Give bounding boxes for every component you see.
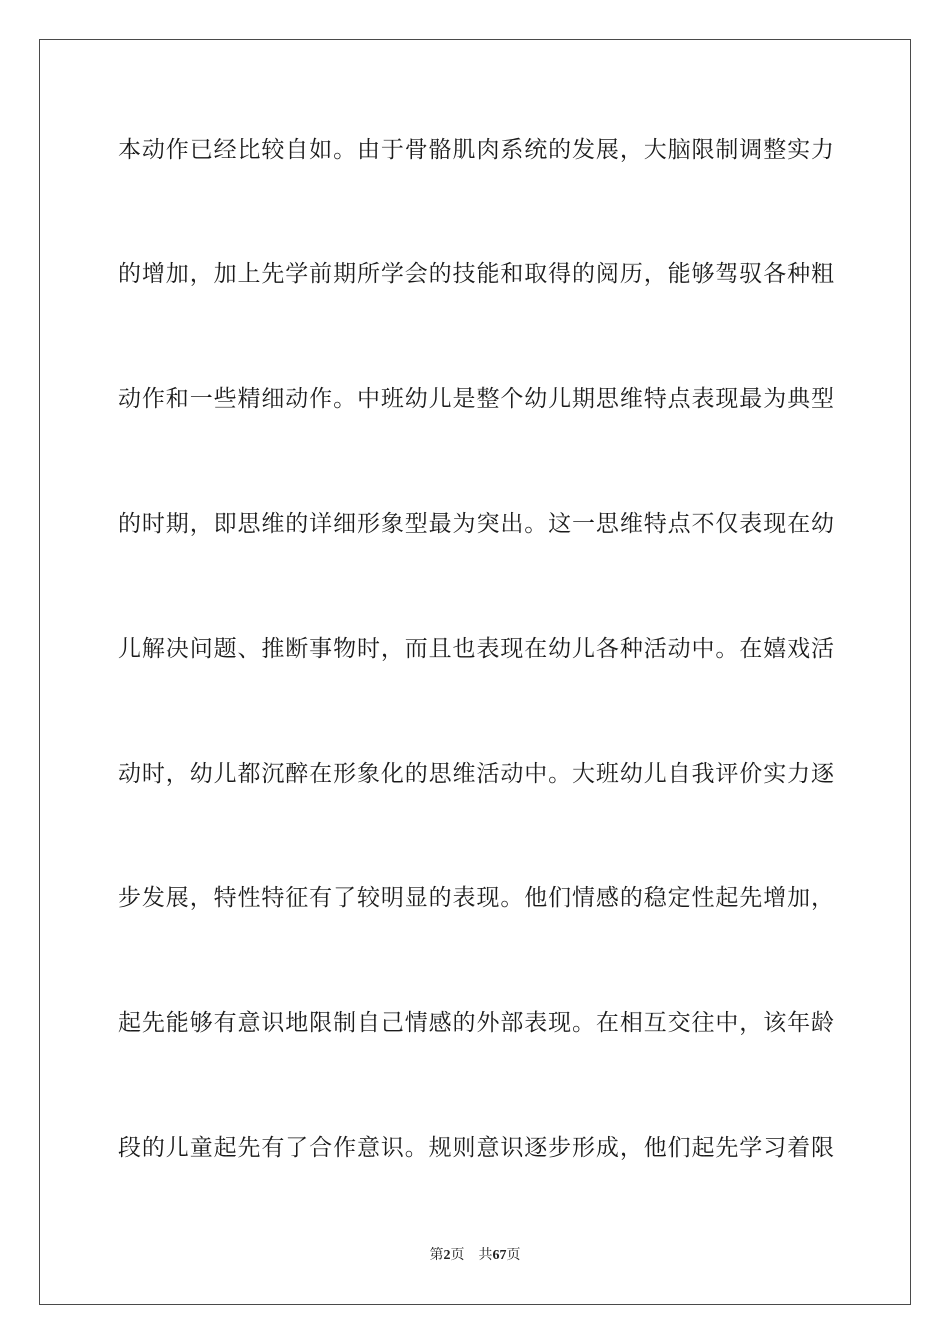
page-footer — [0, 1247, 950, 1265]
body-text-line: 的时期，即思维的详细形象型最为突出。这一思维特点不仅表现在幼 — [118, 511, 834, 537]
body-text-line: 动作和一些精细动作。中班幼儿是整个幼儿期思维特点表现最为典型 — [118, 386, 834, 412]
page-prefix: 第 — [429, 1248, 444, 1263]
page-number: 2 — [443, 1248, 451, 1263]
body-text-line: 本动作已经比较自如。由于骨骼肌肉系统的发展，大脑限制调整实力 — [118, 137, 834, 163]
total-pages: 67 — [492, 1248, 507, 1263]
body-text-line: 动时，幼儿都沉醉在形象化的思维活动中。大班幼儿自我评价实力逐 — [118, 761, 834, 787]
page-suffix: 页 — [450, 1248, 465, 1263]
total-suffix: 页 — [506, 1248, 521, 1263]
body-text-line: 的增加，加上先学前期所学会的技能和取得的阅历，能够驾驭各种粗 — [118, 261, 834, 287]
total-prefix: 共 — [478, 1248, 493, 1263]
body-text-line: 步发展，特性特征有了较明显的表现。他们情感的稳定性起先增加， — [118, 885, 834, 911]
page-border — [39, 39, 911, 1305]
body-text-line: 起先能够有意识地限制自己情感的外部表现。在相互交往中，该年龄 — [118, 1010, 834, 1036]
body-text-line: 段的儿童起先有了合作意识。规则意识逐步形成，他们起先学习着限 — [118, 1135, 834, 1161]
body-text-line: 儿解决问题、推断事物时，而且也表现在幼儿各种活动中。在嬉戏活 — [118, 636, 834, 662]
